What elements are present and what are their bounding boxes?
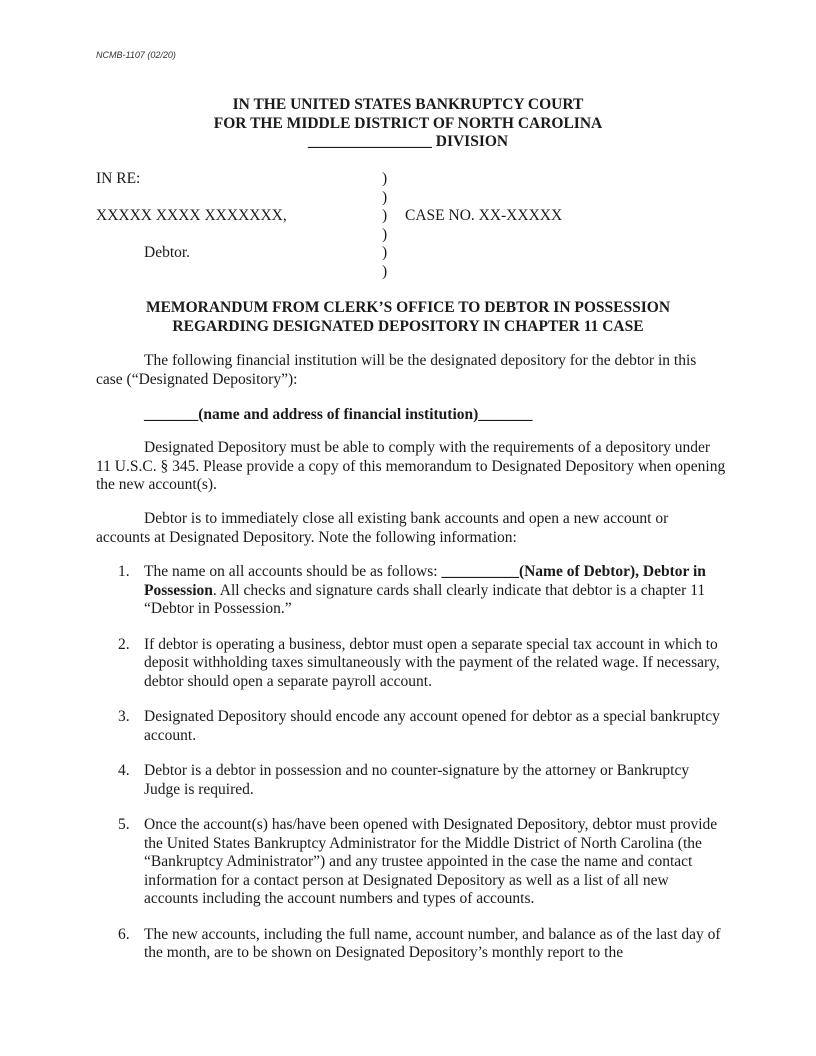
list-item xyxy=(96,708,726,745)
paren: ) xyxy=(382,188,388,206)
list-item xyxy=(96,816,726,909)
caption-parentheses xyxy=(382,170,387,281)
paren: ) xyxy=(382,225,388,243)
list-number: 3. xyxy=(118,708,130,725)
paren: ) xyxy=(382,170,388,187)
memo-title-line1: MEMORANDUM FROM CLERK’S OFFICE TO DEBTOR IN POSSESSION xyxy=(145,299,671,316)
debtor-label: Debtor. xyxy=(144,244,191,261)
item-text: The name on all accounts should be as follows: xyxy=(144,563,442,580)
close-accounts-paragraph: Debtor is to immediately close all existing bank accounts and open a new account or accounts at Designated Depository. Note the following information: xyxy=(96,510,669,546)
division-line: ________________ DIVISION xyxy=(307,133,509,150)
paren: ) xyxy=(382,207,388,224)
item-text: The new accounts, including the full name, account number, and balance as of the last day of the month, are to be shown on Designated Depository’s monthly report to the xyxy=(144,925,721,961)
depository-paragraph: Designated Depository must be able to comply with the requirements of a depository under 11 U.S.C. § 345. Please provide a copy of this memorandum to Designated Depository when opening the new account(s). xyxy=(96,439,726,493)
item-text: Once the account(s) has/have been opened with Designated Depository, debtor must provide the United States Bankruptcy Administrator for the Middle District of North Carolina (the “Bankruptcy Administrator”) and any trustee appointed in the case the name and contact information for a contact person at Designated Depository as well as a list of all new accounts including the account numbers and types of accounts. xyxy=(144,816,718,907)
paren: ) xyxy=(382,262,388,280)
debtor-name: XXXXX XXXX XXXXXXX, xyxy=(96,207,287,224)
item-text-bold: __________(Name of Debtor), Debtor in Possession xyxy=(144,563,706,599)
item-text: If debtor is operating a business, debtor must open a separate special tax account in which to deposit withholding taxes simultaneously with the payment of the related wage. If necessary, debtor should open a separate payroll account. xyxy=(144,635,720,690)
item-text: Debtor is a debtor in possession and no counter-signature by the attorney or Bankruptcy Judge is required. xyxy=(144,762,690,798)
in-re-label: IN RE: xyxy=(96,170,141,187)
list-number: 2. xyxy=(118,635,130,653)
item-text: . All checks and signature cards shall clearly indicate that debtor is a chapter 11 “Debtor in Possession.” xyxy=(144,581,706,617)
list-number: 6. xyxy=(118,925,130,943)
case-number: CASE NO. XX-XXXXX xyxy=(405,207,563,224)
memo-title-line2: REGARDING DESIGNATED DEPOSITORY IN CHAPTER 11 CASE xyxy=(172,318,644,335)
list-item xyxy=(96,762,726,799)
memo-title xyxy=(0,298,816,336)
intro-paragraph: The following financial institution will be the designated depository for the debtor in this case (“Designated Depository”): xyxy=(96,352,697,388)
court-name-line2: FOR THE MIDDLE DISTRICT OF NORTH CAROLINA xyxy=(213,114,603,132)
instructions-list xyxy=(96,563,726,980)
list-number: 1. xyxy=(118,563,130,580)
list-item xyxy=(96,926,726,963)
form-number: NCMB-1107 (02/20) xyxy=(96,50,176,60)
court-name-line1: IN THE UNITED STATES BANKRUPTCY COURT xyxy=(232,96,584,113)
list-item xyxy=(96,563,726,619)
item-text: Designated Depository should encode any account opened for debtor as a special bankruptcy account. xyxy=(144,708,720,744)
list-number: 5. xyxy=(118,816,130,833)
institution-blank-line: _______(name and address of financial institution)_______ xyxy=(144,406,533,423)
list-item xyxy=(96,636,726,692)
list-number: 4. xyxy=(118,762,130,779)
paren: ) xyxy=(382,244,388,261)
